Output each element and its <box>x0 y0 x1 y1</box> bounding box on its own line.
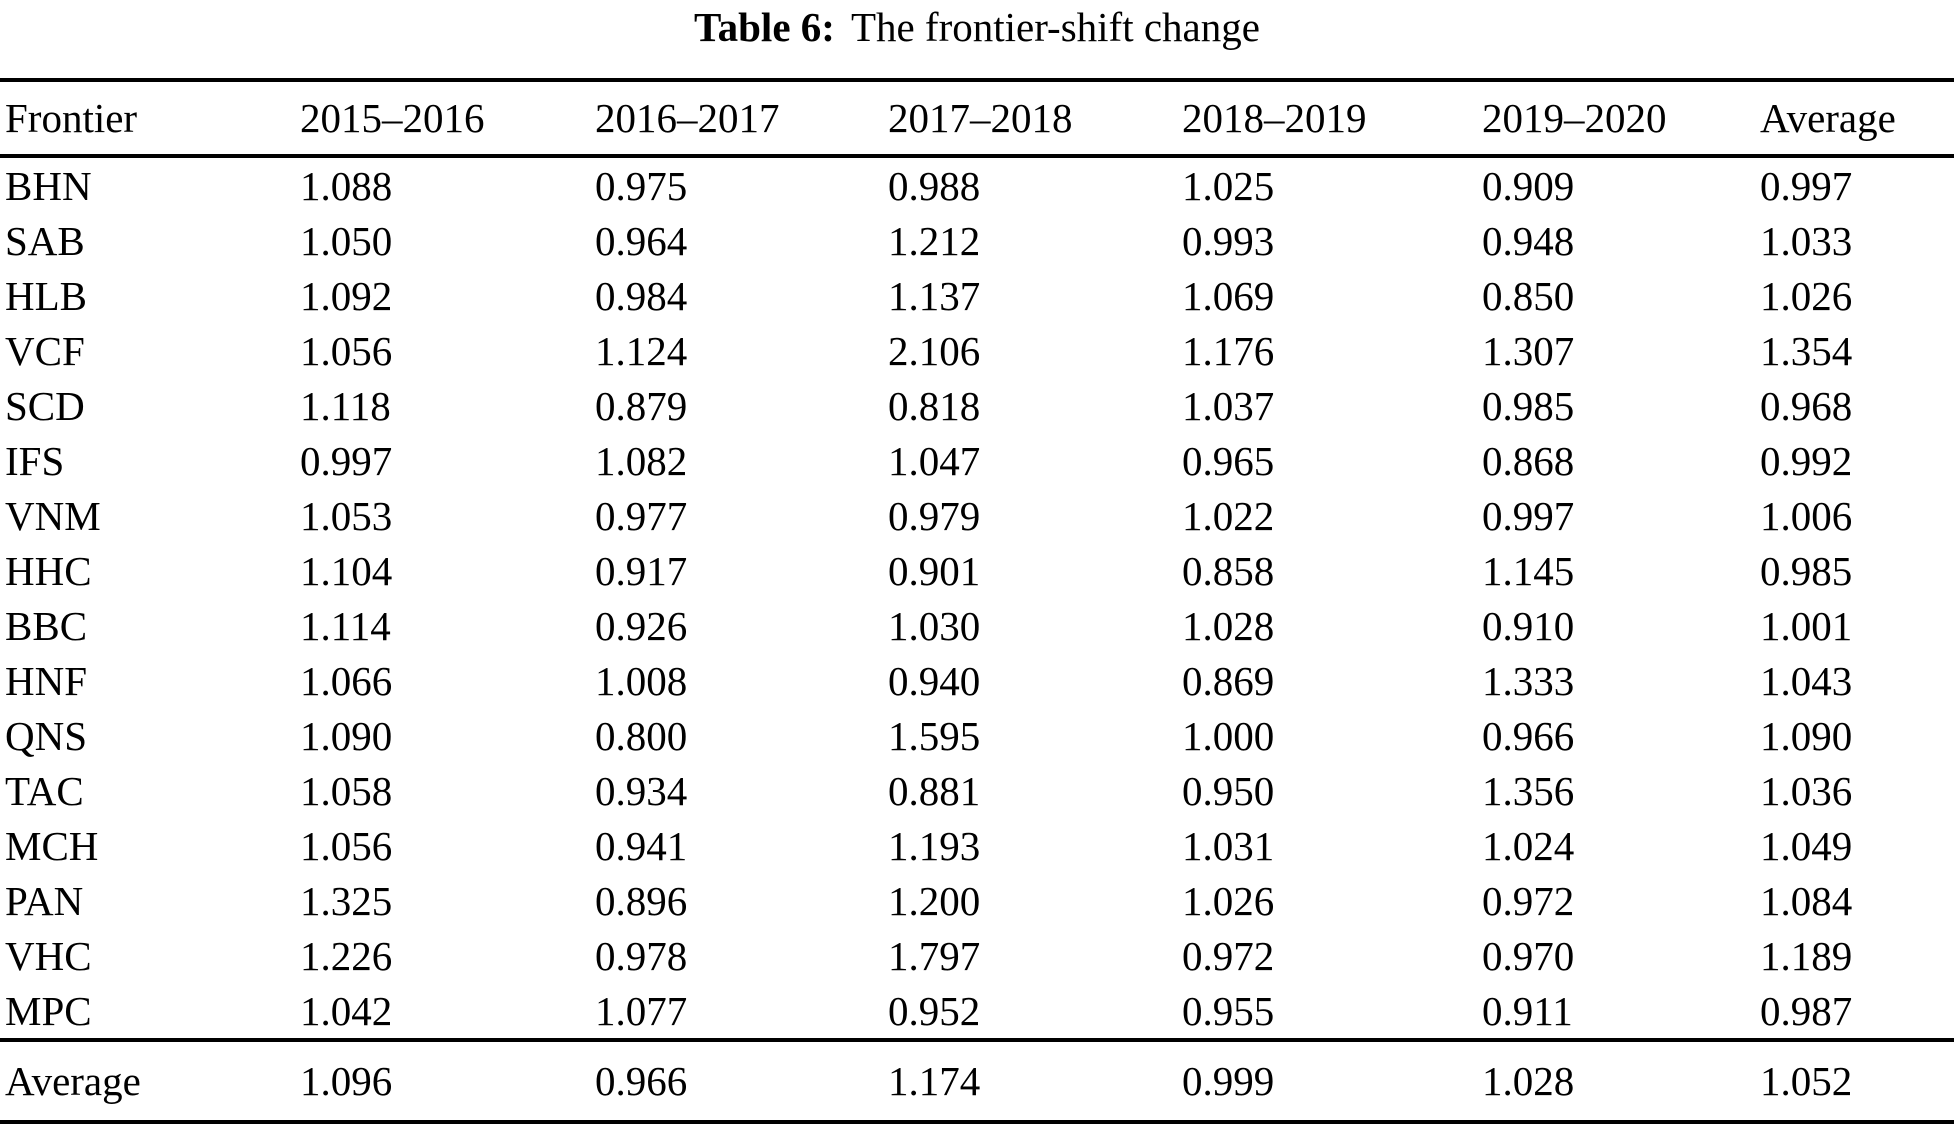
cell-value: 0.952 <box>888 987 981 1034</box>
table-row <box>0 323 1954 378</box>
cell-value: 0.948 <box>1482 217 1575 264</box>
cell-value: 0.955 <box>1182 987 1275 1034</box>
cell-value: 1.090 <box>1760 712 1853 759</box>
cell-value: 1.028 <box>1182 602 1275 649</box>
cell-value: 0.985 <box>1760 547 1853 594</box>
footer-label: Average <box>0 1040 300 1122</box>
cell-value: 0.950 <box>1182 767 1275 814</box>
cell-value: 0.869 <box>1182 657 1275 704</box>
cell-value: 1.088 <box>300 162 393 209</box>
cell-value: 1.050 <box>300 217 393 264</box>
row-label: SAB <box>5 217 85 264</box>
cell-value: 0.972 <box>1182 932 1275 979</box>
cell-value: 1.307 <box>1482 327 1575 374</box>
cell-value: 0.993 <box>1182 217 1275 264</box>
column-header: 2015–2016 <box>300 80 595 156</box>
cell-value: 0.926 <box>595 602 688 649</box>
cell-value: 1.069 <box>1182 272 1275 319</box>
cell-value: 0.917 <box>595 547 688 594</box>
row-label: BBC <box>5 602 88 649</box>
table-row <box>0 983 1954 1040</box>
cell-value: 1.145 <box>1482 547 1575 594</box>
table-row <box>0 653 1954 708</box>
cell-value: 1.325 <box>300 877 393 924</box>
row-label: QNS <box>5 712 88 759</box>
cell-value: 0.858 <box>1182 547 1275 594</box>
table-caption-label: Table 6: <box>694 4 835 50</box>
cell-value: 0.970 <box>1482 932 1575 979</box>
row-label: HLB <box>5 272 87 319</box>
cell-value: 0.911 <box>1482 987 1573 1034</box>
cell-value: 0.997 <box>1760 162 1853 209</box>
cell-value: 1.026 <box>1760 272 1853 319</box>
cell-value: 0.997 <box>1482 492 1575 539</box>
footer-row <box>0 1040 1954 1122</box>
cell-value: 1.356 <box>1482 767 1575 814</box>
cell-value: 0.984 <box>595 272 688 319</box>
cell-value: 0.896 <box>595 877 688 924</box>
cell-value: 0.910 <box>1482 602 1575 649</box>
cell-value: 1.026 <box>1182 877 1275 924</box>
cell-value: 1.066 <box>300 657 393 704</box>
row-label: MCH <box>5 822 99 869</box>
cell-value: 0.934 <box>595 767 688 814</box>
cell-value: 1.084 <box>1760 877 1853 924</box>
table-row <box>0 818 1954 873</box>
cell-value: 0.941 <box>595 822 688 869</box>
footer-value: 1.096 <box>300 1040 595 1122</box>
cell-value: 1.797 <box>888 932 981 979</box>
cell-value: 1.200 <box>888 877 981 924</box>
cell-value: 0.975 <box>595 162 688 209</box>
column-header: 2018–2019 <box>1182 80 1482 156</box>
cell-value: 1.049 <box>1760 822 1853 869</box>
cell-value: 1.001 <box>1760 602 1853 649</box>
cell-value: 1.114 <box>300 602 391 649</box>
cell-value: 1.137 <box>888 272 981 319</box>
row-label: VCF <box>5 327 85 374</box>
cell-value: 0.985 <box>1482 382 1575 429</box>
footer-value: 0.999 <box>1182 1040 1482 1122</box>
cell-value: 1.042 <box>300 987 393 1034</box>
cell-value: 1.189 <box>1760 932 1853 979</box>
cell-value: 0.979 <box>888 492 981 539</box>
row-label: MPC <box>5 987 92 1034</box>
cell-value: 1.092 <box>300 272 393 319</box>
cell-value: 0.988 <box>888 162 981 209</box>
column-header-frontier: Frontier <box>0 80 300 156</box>
row-label: PAN <box>5 877 84 924</box>
table-row <box>0 156 1954 213</box>
cell-value: 1.008 <box>595 657 688 704</box>
cell-value: 1.193 <box>888 822 981 869</box>
table-row <box>0 708 1954 763</box>
table-caption-title: The frontier-shift change <box>850 4 1260 50</box>
cell-value: 1.226 <box>300 932 393 979</box>
table-row <box>0 873 1954 928</box>
cell-value: 1.082 <box>595 437 688 484</box>
column-header: 2019–2020 <box>1482 80 1760 156</box>
cell-value: 0.977 <box>595 492 688 539</box>
column-header: 2017–2018 <box>888 80 1182 156</box>
cell-value: 0.992 <box>1760 437 1853 484</box>
cell-value: 1.031 <box>1182 822 1275 869</box>
cell-value: 0.881 <box>888 767 981 814</box>
cell-value: 1.036 <box>1760 767 1853 814</box>
cell-value: 1.354 <box>1760 327 1853 374</box>
cell-value: 1.212 <box>888 217 981 264</box>
table-row <box>0 378 1954 433</box>
table-row <box>0 433 1954 488</box>
cell-value: 1.090 <box>300 712 393 759</box>
cell-value: 0.965 <box>1182 437 1275 484</box>
row-label: VHC <box>5 932 92 979</box>
cell-value: 0.966 <box>1482 712 1575 759</box>
table-row <box>0 543 1954 598</box>
cell-value: 0.968 <box>1760 382 1853 429</box>
cell-value: 0.972 <box>1482 877 1575 924</box>
cell-value: 0.868 <box>1482 437 1575 484</box>
table-row <box>0 928 1954 983</box>
cell-value: 1.025 <box>1182 162 1275 209</box>
cell-value: 0.850 <box>1482 272 1575 319</box>
cell-value: 1.022 <box>1182 492 1275 539</box>
frontier-shift-table <box>0 78 1954 1124</box>
cell-value: 0.800 <box>595 712 688 759</box>
cell-value: 0.909 <box>1482 162 1575 209</box>
row-label: SCD <box>5 382 85 429</box>
cell-value: 0.940 <box>888 657 981 704</box>
cell-value: 1.118 <box>300 382 391 429</box>
cell-value: 0.901 <box>888 547 981 594</box>
table-caption <box>0 0 1954 52</box>
cell-value: 1.047 <box>888 437 981 484</box>
table-row <box>0 268 1954 323</box>
cell-value: 1.000 <box>1182 712 1275 759</box>
cell-value: 1.124 <box>595 327 688 374</box>
cell-value: 2.106 <box>888 327 981 374</box>
footer-value: 1.052 <box>1760 1040 1954 1122</box>
table-row <box>0 488 1954 543</box>
footer-value: 0.966 <box>595 1040 888 1122</box>
column-header: 2016–2017 <box>595 80 888 156</box>
cell-value: 1.056 <box>300 822 393 869</box>
cell-value: 1.024 <box>1482 822 1575 869</box>
cell-value: 0.818 <box>888 382 981 429</box>
row-label: HNF <box>5 657 88 704</box>
cell-value: 1.176 <box>1182 327 1275 374</box>
row-label: TAC <box>5 767 84 814</box>
cell-value: 1.104 <box>300 547 393 594</box>
row-label: HHC <box>5 547 92 594</box>
cell-value: 1.030 <box>888 602 981 649</box>
row-label: VNM <box>5 492 101 539</box>
table-row <box>0 598 1954 653</box>
table-row <box>0 763 1954 818</box>
cell-value: 1.595 <box>888 712 981 759</box>
header-row <box>0 80 1954 156</box>
footer-value: 1.174 <box>888 1040 1182 1122</box>
cell-value: 1.053 <box>300 492 393 539</box>
column-header: Average <box>1760 80 1954 156</box>
table-row <box>0 213 1954 268</box>
cell-value: 1.056 <box>300 327 393 374</box>
cell-value: 1.043 <box>1760 657 1853 704</box>
row-label: IFS <box>5 437 65 484</box>
cell-value: 1.033 <box>1760 217 1853 264</box>
cell-value: 0.964 <box>595 217 688 264</box>
cell-value: 1.058 <box>300 767 393 814</box>
cell-value: 0.879 <box>595 382 688 429</box>
cell-value: 1.077 <box>595 987 688 1034</box>
cell-value: 0.978 <box>595 932 688 979</box>
cell-value: 1.006 <box>1760 492 1853 539</box>
row-label: BHN <box>5 162 92 209</box>
cell-value: 1.037 <box>1182 382 1275 429</box>
cell-value: 0.987 <box>1760 987 1853 1034</box>
cell-value: 0.997 <box>300 437 393 484</box>
cell-value: 1.333 <box>1482 657 1575 704</box>
footer-value: 1.028 <box>1482 1040 1760 1122</box>
